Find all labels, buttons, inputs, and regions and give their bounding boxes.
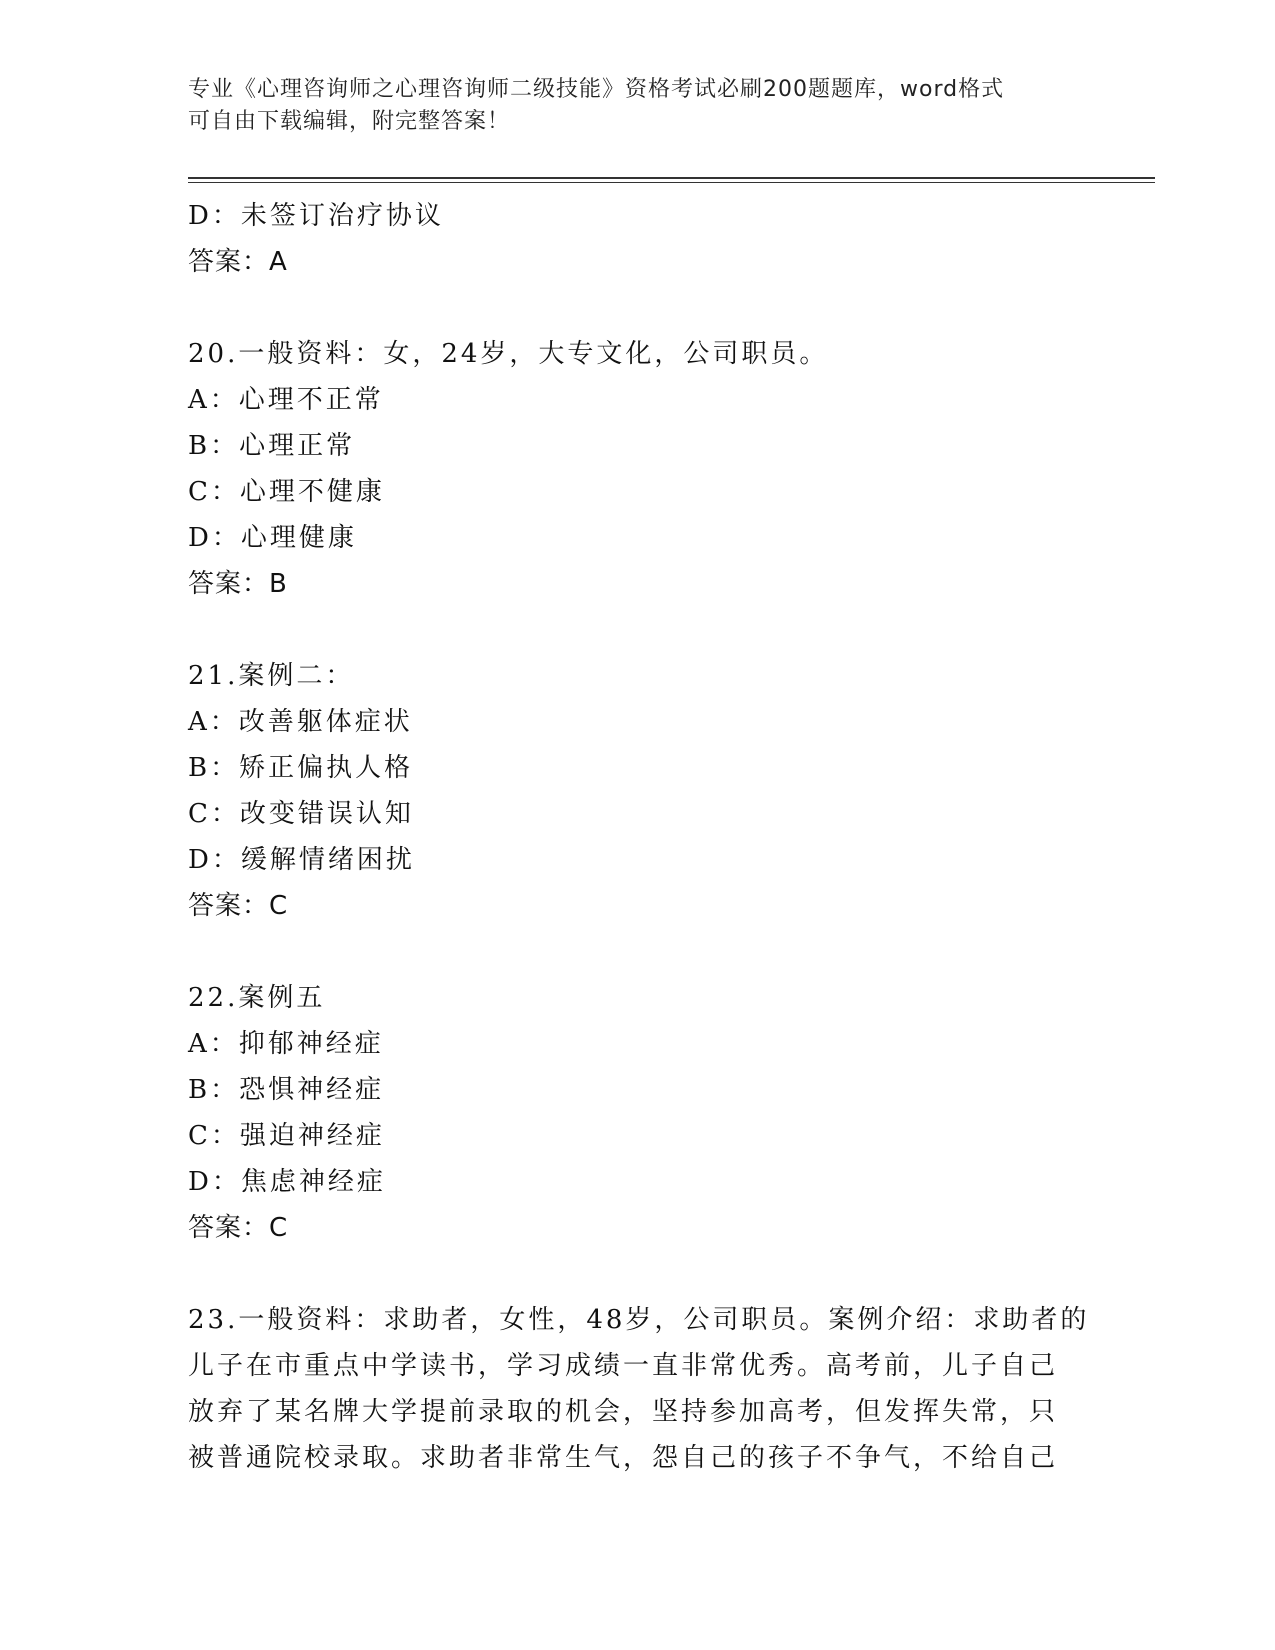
- option-c: C：强迫神经症: [188, 1121, 385, 1151]
- document-header: [188, 74, 1088, 138]
- question-text-line: 儿子在市重点中学读书，学习成绩一直非常优秀。高考前，儿子自己: [188, 1351, 1059, 1381]
- option-d: D：未签订治疗协议: [188, 201, 444, 231]
- option-b: B：恐惧神经症: [188, 1075, 385, 1105]
- answer-line: 答案：C: [188, 891, 289, 921]
- question-text-line: 23.一般资料：求助者，女性，48岁，公司职员。案例介绍：求助者的: [188, 1305, 1090, 1335]
- option-c: C：改变错误认知: [188, 799, 414, 829]
- option-d: D：焦虑神经症: [188, 1167, 386, 1197]
- spacer: [188, 929, 1088, 975]
- question-list: [188, 193, 1088, 1481]
- question-21: [188, 653, 1088, 929]
- option-b: B：心理正常: [188, 431, 356, 461]
- question-22: [188, 975, 1088, 1251]
- question-19-tail: [188, 193, 1088, 285]
- header-title-line-2: 可自由下载编辑，附完整答案！: [188, 109, 511, 134]
- question-text-line: 被普通院校录取。求助者非常生气，怨自己的孩子不争气，不给自己: [188, 1443, 1059, 1473]
- answer-line: 答案：A: [188, 247, 288, 277]
- answer-line: 答案：B: [188, 569, 288, 599]
- option-c: C：心理不健康: [188, 477, 385, 507]
- question-stem: 20.一般资料：女，24岁，大专文化，公司职员。: [188, 339, 829, 369]
- option-a: A：改善躯体症状: [188, 707, 413, 737]
- question-20: [188, 331, 1088, 607]
- option-a: A：抑郁神经症: [188, 1029, 384, 1059]
- header-divider-thick: [188, 177, 1155, 179]
- answer-line: 答案：C: [188, 1213, 289, 1243]
- option-d: D：心理健康: [188, 523, 357, 553]
- spacer: [188, 1251, 1088, 1297]
- header-divider-thin: [188, 182, 1155, 183]
- header-title-line-1: 专业《心理咨询师之心理咨询师二级技能》资格考试必刷200题题库，word格式: [188, 77, 1005, 102]
- option-d: D：缓解情绪困扰: [188, 845, 415, 875]
- question-stem: 22.案例五: [188, 983, 326, 1013]
- spacer: [188, 285, 1088, 331]
- spacer: [188, 607, 1088, 653]
- question-stem: 21.案例二：: [188, 661, 355, 691]
- option-a: A：心理不正常: [188, 385, 384, 415]
- question-text-line: 放弃了某名牌大学提前录取的机会，坚持参加高考，但发挥失常，只: [188, 1397, 1059, 1427]
- question-23: [188, 1297, 1088, 1481]
- option-b: B：矫正偏执人格: [188, 753, 414, 783]
